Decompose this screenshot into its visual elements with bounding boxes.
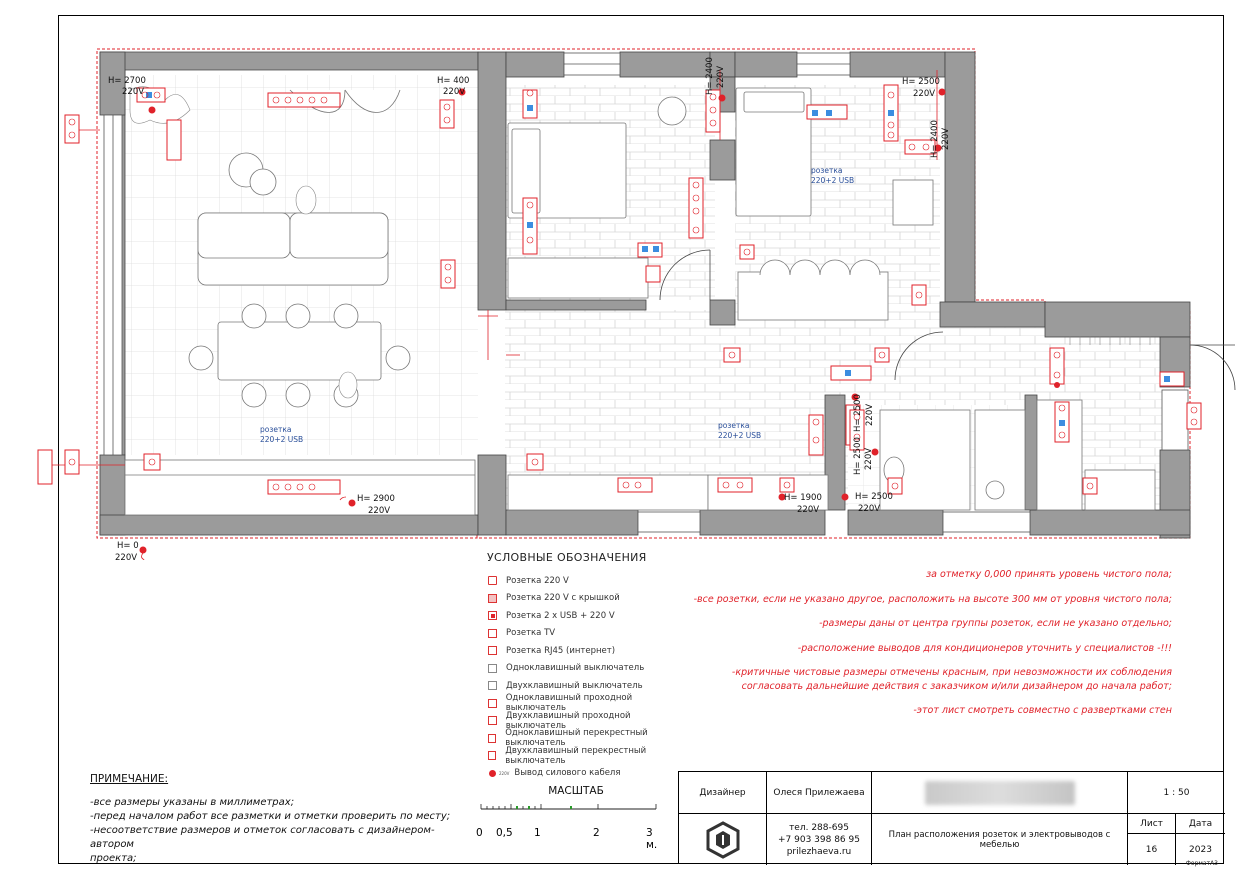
scale-label: 0 xyxy=(476,827,483,839)
scale-label: 2 xyxy=(593,827,600,839)
covered-socket-icon xyxy=(488,594,497,603)
height-label: H= 2500 xyxy=(853,394,863,432)
redacted-project xyxy=(872,772,1128,814)
remark xyxy=(90,772,470,866)
date-label: Дата xyxy=(1176,814,1225,834)
voltage-label: 220V xyxy=(858,504,881,514)
height-label: H= 2500 xyxy=(855,492,893,502)
height-label: H= 400 xyxy=(437,76,470,86)
single-cross-switch-icon xyxy=(488,734,496,743)
legend-item: Двухклавишный выключатель xyxy=(487,677,687,695)
note-line: согласовать дальнейшие действия с заказчиком и/или дизайнером до начала работ; xyxy=(741,680,1172,692)
legend-item: Одноклавишный выключатель xyxy=(487,660,687,678)
note-line: -размеры даны от центра группы розеток, если не указано отдельно; xyxy=(819,618,1172,629)
height-label: H= 2500 xyxy=(853,437,863,475)
rj45-socket-icon xyxy=(488,646,497,655)
usb-note: 220+2 USB xyxy=(260,435,304,444)
remark-line: -перед началом работ все разметки и отметки проверить по месту; xyxy=(90,811,451,822)
date-value: 2023 xyxy=(1189,844,1212,855)
logo xyxy=(679,814,767,865)
legend-item: Розетка 2 x USB + 220 V xyxy=(487,607,687,625)
voltage-label: 220V xyxy=(865,403,875,426)
legend-item: Розетка 220 V с крышкой xyxy=(487,590,687,608)
voltage-label: 220V xyxy=(716,65,726,88)
usb-note: розетка xyxy=(260,425,292,434)
cable-mark: 220V xyxy=(499,770,510,776)
voltage-label: 220V xyxy=(368,506,391,516)
usb-note: 220+2 USB xyxy=(718,431,762,440)
legend-item: Розетка 220 V xyxy=(487,572,687,590)
height-label: H= 1900 xyxy=(784,493,822,503)
legend-item: Одноклавишный проходной выключатель xyxy=(487,695,687,713)
legend-item: Розетка TV xyxy=(487,625,687,643)
format-label: ФорматA3 xyxy=(1185,860,1218,867)
scale-label: 0,5 xyxy=(496,827,513,839)
legend-item: Одноклавишный перекрестный выключатель xyxy=(487,730,687,748)
height-label: H= 2700 xyxy=(108,76,146,86)
note-line: -все розетки, если не указано другое, расположить на высоте 300 мм от уровня чистого пола; xyxy=(693,593,1172,605)
contacts xyxy=(767,814,872,865)
remark-line: -все размеры указаны в миллиметрах; xyxy=(90,797,295,808)
remark-line: -несоответствие размеров и отметок согласовать с дизайнером-автором xyxy=(90,825,435,850)
sheet-label: Лист xyxy=(1128,814,1176,834)
height-label: H= 2400 xyxy=(930,120,940,158)
usb-note: 220+2 USB xyxy=(811,176,855,185)
double-cross-switch-icon xyxy=(488,751,496,760)
voltage-label: 220V xyxy=(797,505,820,515)
single-switch-icon xyxy=(488,664,497,673)
logo-icon xyxy=(706,821,740,859)
legend-item: Двухклавишный проходной выключатель xyxy=(487,712,687,730)
sheet-title: План расположения розеток и электровыводов с мебелью xyxy=(872,814,1128,865)
note-line: за отметку 0,000 принять уровень чистого пола; xyxy=(926,569,1172,580)
voltage-label: 220V xyxy=(443,87,466,97)
title-block xyxy=(678,771,1224,864)
voltage-label: 220V xyxy=(864,447,874,470)
tv-socket-icon xyxy=(488,629,497,638)
single-passthrough-switch-icon xyxy=(488,699,497,708)
voltage-label: 220V xyxy=(913,89,936,99)
height-label: H= 0 xyxy=(117,541,139,551)
height-label: H= 2400 xyxy=(705,57,715,95)
designer-name: Олеся Прилежаева xyxy=(767,772,872,814)
scale-label: 3 м. xyxy=(646,827,658,851)
scale-bar xyxy=(476,785,666,851)
cable-outlet-icon xyxy=(489,770,496,777)
scale-value: 1 : 50 xyxy=(1128,772,1225,814)
scale-title: МАСШТАБ xyxy=(548,785,604,797)
socket-icon xyxy=(488,576,497,585)
phone-1: тел. 288-695 xyxy=(789,822,849,833)
usb-socket-icon xyxy=(488,611,497,620)
note-line: -расположение выводов для кондиционеров уточнить у специалистов -!!! xyxy=(797,642,1172,654)
voltage-label: 220V xyxy=(122,87,145,97)
double-passthrough-switch-icon xyxy=(488,716,497,725)
usb-note: розетка xyxy=(718,421,750,430)
usb-note: розетка xyxy=(811,166,843,175)
scale-label: 1 xyxy=(534,827,541,839)
designer-label: Дизайнер xyxy=(679,772,767,814)
legend-title: УСЛОВНЫЕ ОБОЗНАЧЕНИЯ xyxy=(487,551,647,564)
legend-item: Розетка RJ45 (интернет) xyxy=(487,642,687,660)
legend-item: Двухклавишный перекрестный выключатель xyxy=(487,747,687,765)
scale-ruler xyxy=(476,799,666,813)
note-line: -этот лист смотреть совместно с развертками стен xyxy=(913,705,1172,716)
voltage-label: 220V xyxy=(115,553,138,560)
height-label: H= 2900 xyxy=(357,494,395,504)
website: prilezhaeva.ru xyxy=(786,846,852,857)
remark-title: ПРИМЕЧАНИЕ: xyxy=(90,773,169,785)
note-line: -критичные чистовые размеры отмечены красным, при невозможности их соблюдения xyxy=(731,667,1172,678)
remark-line: проекта; xyxy=(90,853,137,864)
legend-item: 220V Вывод силового кабеля xyxy=(487,765,687,783)
phone-2: +7 903 398 86 95 xyxy=(778,834,860,845)
voltage-label: 220V xyxy=(941,127,951,150)
notes xyxy=(552,568,1172,729)
sheet-number: 16 xyxy=(1128,834,1176,865)
double-switch-icon xyxy=(488,681,497,690)
height-label: H= 2500 xyxy=(902,77,940,87)
